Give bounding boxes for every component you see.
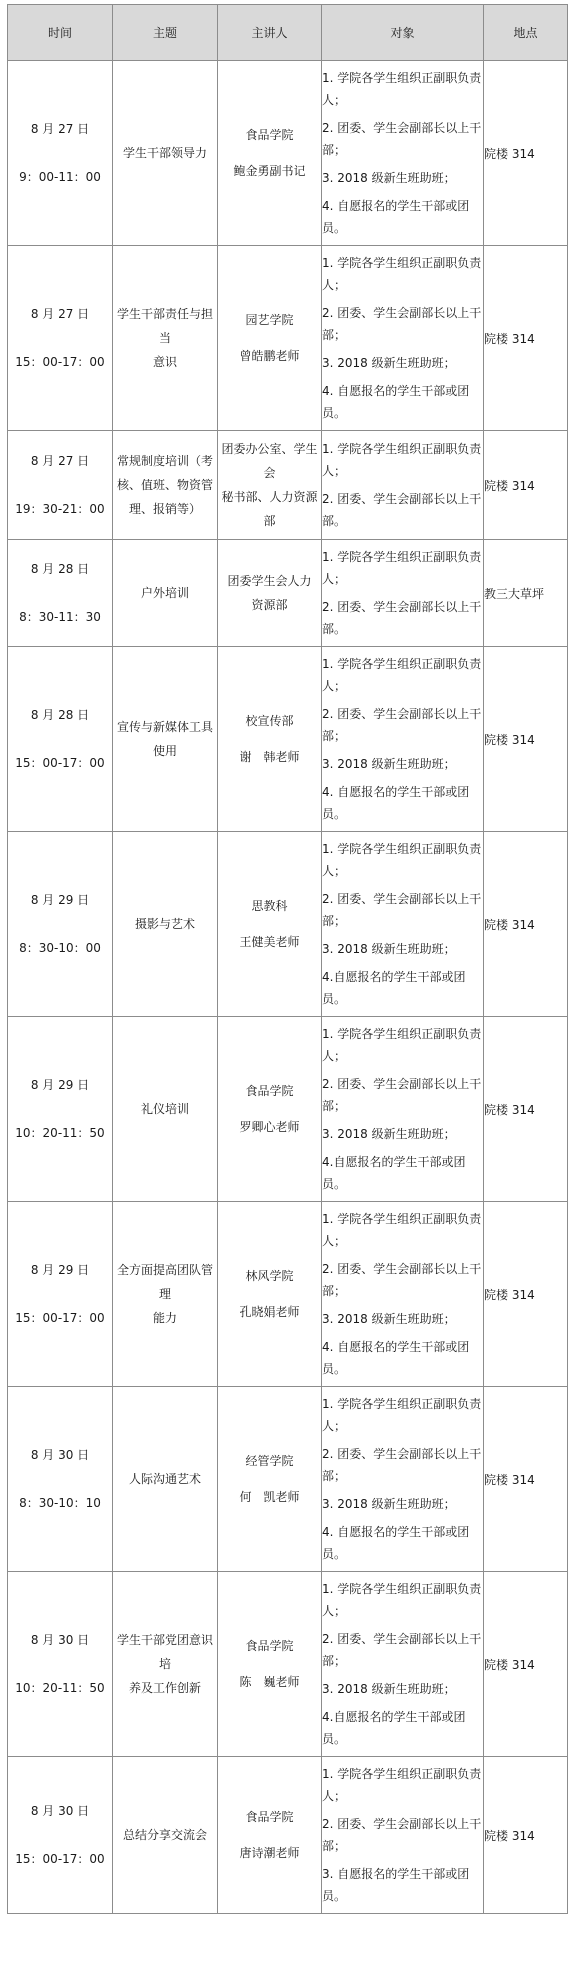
target-item: 2. 团委、学生会副部长以上干部；	[322, 892, 482, 928]
speaker-line: 园艺学院	[245, 313, 294, 327]
time-range-text: 8：30-10：10	[19, 1496, 101, 1510]
target-item: 2. 团委、学生会副部长以上干部。	[322, 492, 482, 528]
time-cell	[8, 1572, 113, 1757]
target-item: 2. 团委、学生会副部长以上干部；	[322, 707, 482, 743]
time-cell	[8, 1202, 113, 1387]
target-cell	[322, 61, 484, 246]
speaker-line: 食品学院	[245, 128, 294, 142]
time-cell	[8, 832, 113, 1017]
target-cell	[322, 1017, 484, 1202]
speaker-line: 何 凯老师	[239, 1490, 300, 1504]
topic-cell	[113, 431, 218, 540]
topic-line: 摄影与艺术	[134, 917, 195, 931]
target-item: 3. 自愿报名的学生干部或团员。	[322, 1867, 470, 1903]
target-item: 3. 2018 级新生班助班；	[322, 1127, 456, 1141]
target-cell	[322, 1387, 484, 1572]
speaker-cell	[218, 1572, 322, 1757]
time-cell	[8, 1387, 113, 1572]
speaker-cell	[218, 431, 322, 540]
topic-line: 学生干部责任与担当	[116, 307, 213, 345]
place-cell: 院楼 314	[484, 431, 568, 540]
speaker-line: 曾皓鹏老师	[239, 349, 300, 363]
date-text: 8 月 29 日	[30, 1263, 90, 1277]
speaker-cell	[218, 540, 322, 647]
target-item: 4. 自愿报名的学生干部或团员。	[322, 1525, 470, 1561]
speaker-cell	[218, 61, 322, 246]
topic-line: 宣传与新媒体工具	[116, 720, 213, 734]
target-cell	[322, 1757, 484, 1914]
date-text: 8 月 27 日	[30, 454, 90, 468]
date-text: 8 月 27 日	[30, 122, 90, 136]
target-item: 1. 学院各学生组织正副职负责人；	[322, 1397, 482, 1433]
target-item: 3. 2018 级新生班助班；	[322, 171, 456, 185]
header-row	[8, 5, 568, 61]
target-item: 2. 团委、学生会副部长以上干部；	[322, 1817, 482, 1853]
target-item: 1. 学院各学生组织正副职负责人；	[322, 1027, 482, 1063]
time-cell	[8, 431, 113, 540]
time-cell	[8, 1757, 113, 1914]
topic-line: 户外培训	[140, 586, 189, 600]
target-item: 2. 团委、学生会副部长以上干部；	[322, 306, 482, 342]
target-item: 1. 学院各学生组织正副职负责人；	[322, 550, 482, 586]
topic-line: 使用	[152, 744, 177, 758]
speaker-line: 孔晓娟老师	[239, 1305, 300, 1319]
topic-line: 能力	[152, 1311, 177, 1325]
topic-line: 核、值班、物资管	[116, 478, 213, 492]
date-text: 8 月 30 日	[30, 1448, 90, 1462]
place-cell: 院楼 314	[484, 246, 568, 431]
topic-line: 人际沟通艺术	[128, 1472, 201, 1486]
time-cell	[8, 540, 113, 647]
speaker-cell	[218, 1017, 322, 1202]
time-cell	[8, 61, 113, 246]
place-cell: 院楼 314	[484, 647, 568, 832]
speaker-line: 食品学院	[245, 1639, 294, 1653]
time-cell	[8, 1017, 113, 1202]
table-row	[8, 431, 568, 540]
target-item: 4.自愿报名的学生干部或团员。	[322, 1710, 466, 1746]
speaker-cell	[218, 246, 322, 431]
speaker-line: 食品学院	[245, 1084, 294, 1098]
speaker-line: 校宣传部	[245, 714, 294, 728]
topic-line: 常规制度培训（考	[116, 454, 213, 468]
topic-cell	[113, 1387, 218, 1572]
topic-line: 全方面提高团队管理	[116, 1263, 213, 1301]
time-range-text: 10：20-11：50	[15, 1681, 105, 1695]
target-item: 1. 学院各学生组织正副职负责人；	[322, 442, 482, 478]
time-range-text: 9：00-11：00	[19, 170, 101, 184]
topic-cell	[113, 647, 218, 832]
target-item: 2. 团委、学生会副部长以上干部；	[322, 1262, 482, 1298]
target-item: 4.自愿报名的学生干部或团员。	[322, 970, 466, 1006]
time-range-text: 15：00-17：00	[15, 756, 105, 770]
target-item: 2. 团委、学生会副部长以上干部；	[322, 1447, 482, 1483]
target-cell	[322, 246, 484, 431]
target-item: 1. 学院各学生组织正副职负责人；	[322, 1767, 482, 1803]
speaker-cell	[218, 832, 322, 1017]
target-item: 3. 2018 级新生班助班；	[322, 942, 456, 956]
date-text: 8 月 27 日	[30, 307, 90, 321]
time-cell	[8, 647, 113, 832]
speaker-cell	[218, 1202, 322, 1387]
table-row	[8, 647, 568, 832]
topic-line: 理、报销等）	[128, 502, 201, 516]
table-row	[8, 1202, 568, 1387]
topic-line: 意识	[152, 355, 177, 369]
topic-cell	[113, 832, 218, 1017]
table-row	[8, 246, 568, 431]
speaker-cell	[218, 1387, 322, 1572]
target-item: 1. 学院各学生组织正副职负责人；	[322, 1212, 482, 1248]
time-cell	[8, 246, 113, 431]
target-item: 4. 自愿报名的学生干部或团员。	[322, 1340, 470, 1376]
schedule-table-container	[7, 4, 568, 1914]
speaker-line: 鲍金勇副书记	[233, 164, 306, 178]
target-item: 3. 2018 级新生班助班；	[322, 356, 456, 370]
speaker-line: 食品学院	[245, 1810, 294, 1824]
table-row	[8, 1017, 568, 1202]
speaker-line: 陈 巍老师	[239, 1675, 300, 1689]
place-cell: 院楼 314	[484, 1202, 568, 1387]
target-item: 1. 学院各学生组织正副职负责人；	[322, 71, 482, 107]
target-item: 3. 2018 级新生班助班；	[322, 1497, 456, 1511]
target-cell	[322, 540, 484, 647]
header-time: 时间	[8, 5, 113, 61]
speaker-line: 思教科	[251, 899, 288, 913]
place-cell: 院楼 314	[484, 1017, 568, 1202]
place-cell: 教三大草坪	[484, 540, 568, 647]
date-text: 8 月 29 日	[30, 1078, 90, 1092]
speaker-cell	[218, 647, 322, 832]
topic-cell	[113, 540, 218, 647]
speaker-line: 团委学生会人力	[227, 574, 312, 588]
table-row	[8, 832, 568, 1017]
topic-line: 养及工作创新	[128, 1681, 201, 1695]
time-range-text: 15：00-17：00	[15, 1852, 105, 1866]
target-item: 4. 自愿报名的学生干部或团员。	[322, 785, 470, 821]
training-schedule-table	[7, 4, 568, 1914]
speaker-line: 王健美老师	[239, 935, 300, 949]
target-item: 1. 学院各学生组织正副职负责人；	[322, 1582, 482, 1618]
speaker-line: 团委办公室、学生会	[221, 442, 318, 480]
target-cell	[322, 1572, 484, 1757]
topic-cell	[113, 1757, 218, 1914]
time-range-text: 19：30-21：00	[15, 502, 105, 516]
target-cell	[322, 431, 484, 540]
time-range-text: 15：00-17：00	[15, 1311, 105, 1325]
place-cell: 院楼 314	[484, 832, 568, 1017]
target-item: 2. 团委、学生会副部长以上干部；	[322, 1077, 482, 1113]
topic-line: 总结分享交流会	[122, 1828, 207, 1842]
target-item: 3. 2018 级新生班助班；	[322, 1312, 456, 1326]
speaker-line: 罗卿心老师	[239, 1120, 300, 1134]
speaker-line: 谢 韩老师	[239, 750, 300, 764]
target-item: 2. 团委、学生会副部长以上干部；	[322, 121, 482, 157]
target-item: 3. 2018 级新生班助班；	[322, 757, 456, 771]
time-range-text: 8：30-11：30	[19, 610, 101, 624]
table-row	[8, 540, 568, 647]
date-text: 8 月 29 日	[30, 893, 90, 907]
place-cell: 院楼 314	[484, 1572, 568, 1757]
speaker-line: 秘书部、人力资源部	[221, 490, 318, 528]
header-topic: 主题	[113, 5, 218, 61]
date-text: 8 月 28 日	[30, 562, 90, 576]
topic-cell	[113, 1202, 218, 1387]
table-row	[8, 1572, 568, 1757]
place-cell: 院楼 314	[484, 1757, 568, 1914]
speaker-line: 唐诗潮老师	[239, 1846, 300, 1860]
target-item: 4. 自愿报名的学生干部或团员。	[322, 199, 470, 235]
place-cell: 院楼 314	[484, 61, 568, 246]
target-item: 3. 2018 级新生班助班；	[322, 1682, 456, 1696]
target-item: 1. 学院各学生组织正副职负责人；	[322, 657, 482, 693]
place-cell: 院楼 314	[484, 1387, 568, 1572]
header-place: 地点	[484, 5, 568, 61]
time-range-text: 8：30-10：00	[19, 941, 101, 955]
target-item: 2. 团委、学生会副部长以上干部。	[322, 600, 482, 636]
table-row	[8, 1387, 568, 1572]
speaker-line: 经管学院	[245, 1454, 294, 1468]
header-speaker: 主讲人	[218, 5, 322, 61]
speaker-line: 林风学院	[245, 1269, 294, 1283]
table-row	[8, 61, 568, 246]
topic-line: 学生干部党团意识培	[116, 1633, 213, 1671]
topic-line: 礼仪培训	[140, 1102, 189, 1116]
target-cell	[322, 647, 484, 832]
speaker-line: 资源部	[251, 598, 288, 612]
date-text: 8 月 28 日	[30, 708, 90, 722]
topic-cell	[113, 1017, 218, 1202]
time-range-text: 15：00-17：00	[15, 355, 105, 369]
target-item: 1. 学院各学生组织正副职负责人；	[322, 842, 482, 878]
target-cell	[322, 832, 484, 1017]
header-target: 对象	[322, 5, 484, 61]
date-text: 8 月 30 日	[30, 1633, 90, 1647]
topic-cell	[113, 1572, 218, 1757]
speaker-cell	[218, 1757, 322, 1914]
topic-line: 学生干部领导力	[122, 146, 207, 160]
target-item: 4. 自愿报名的学生干部或团员。	[322, 384, 470, 420]
time-range-text: 10：20-11：50	[15, 1126, 105, 1140]
topic-cell	[113, 246, 218, 431]
topic-cell	[113, 61, 218, 246]
table-row	[8, 1757, 568, 1914]
date-text: 8 月 30 日	[30, 1804, 90, 1818]
target-item: 1. 学院各学生组织正副职负责人；	[322, 256, 482, 292]
target-cell	[322, 1202, 484, 1387]
target-item: 4.自愿报名的学生干部或团员。	[322, 1155, 466, 1191]
target-item: 2. 团委、学生会副部长以上干部；	[322, 1632, 482, 1668]
